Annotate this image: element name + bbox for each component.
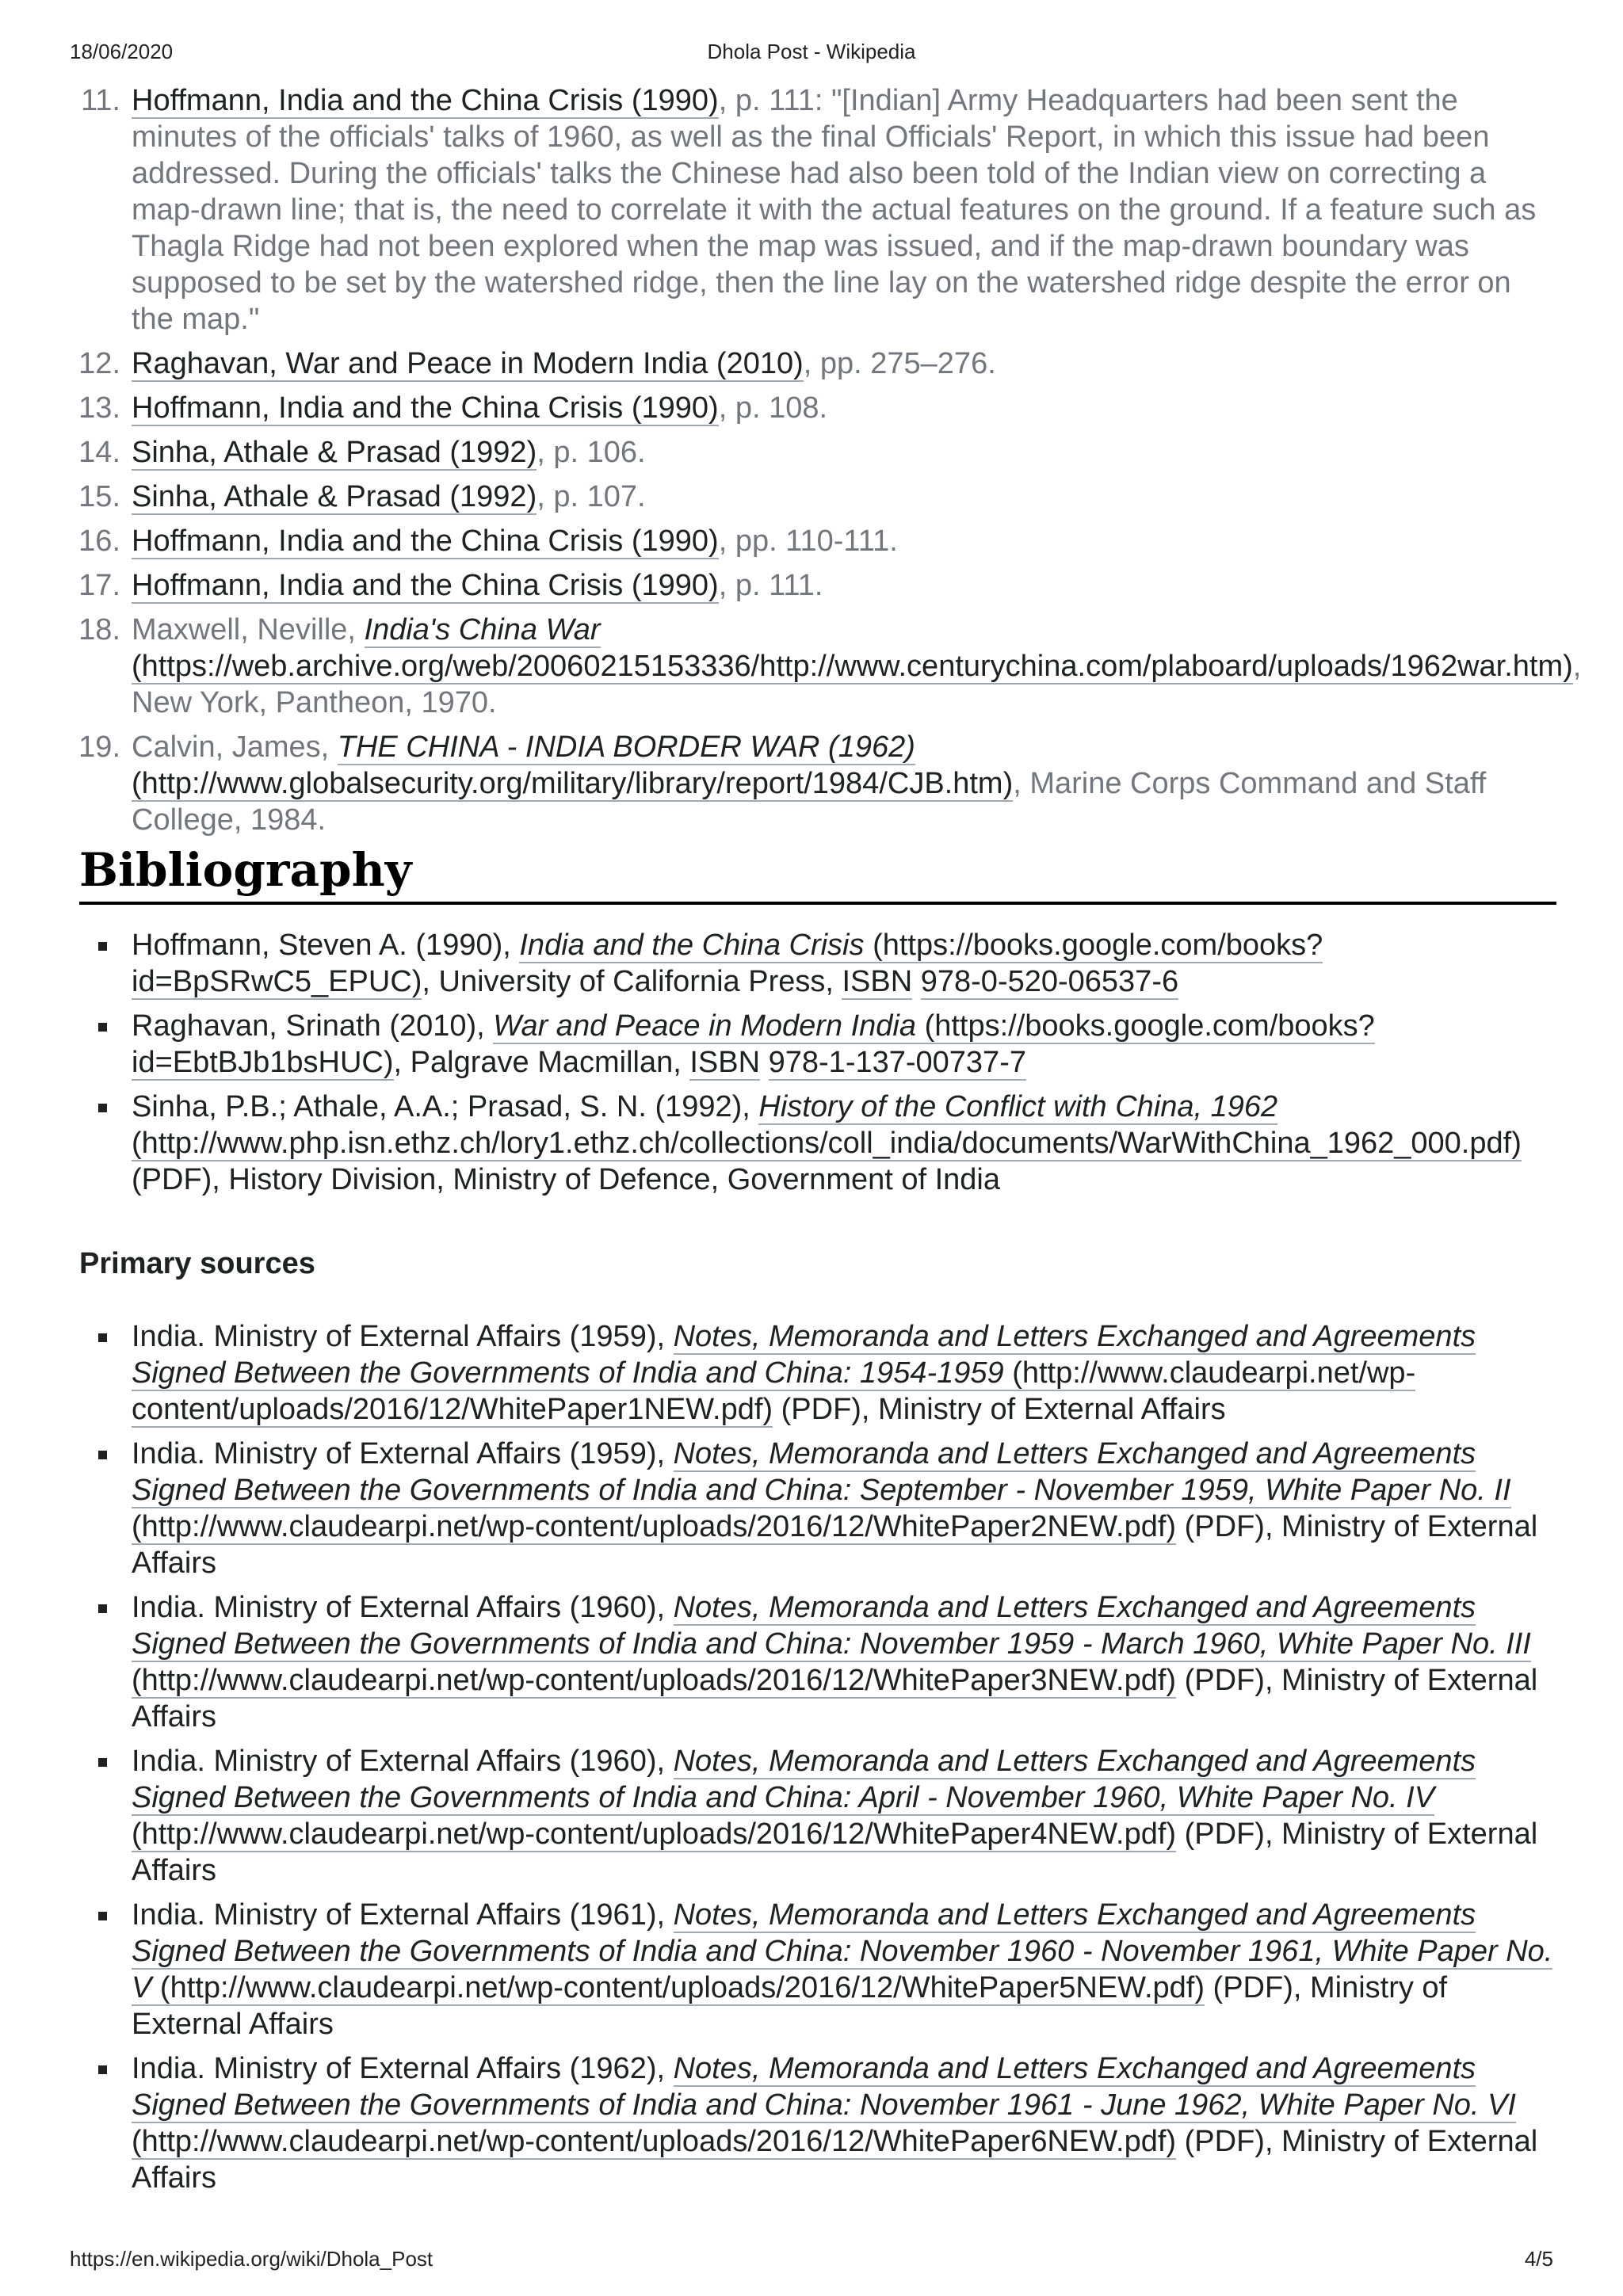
source-title: Notes, Memoranda and Letters Exchanged and Agreements Signed Between the Governments of India and China: November 1959 - March 1960, White Paper No. III	[132, 1591, 1531, 1661]
reference-number: 15.	[78, 480, 120, 513]
bullet-icon	[98, 1604, 107, 1613]
reference-link[interactable]: Hoffmann, India and the China Crisis (1990)	[132, 569, 719, 602]
bullet-icon	[98, 1912, 107, 1920]
source-publisher: (PDF), Ministry of External Affairs	[132, 1510, 1538, 1580]
source-author: India. Ministry of External Affairs (1961),	[132, 1898, 674, 1932]
reference-item	[79, 567, 1556, 604]
bib-publisher: (PDF), History Division, Ministry of Defence, Government of India	[132, 1163, 1001, 1196]
external-url: (http://www.claudearpi.net/wp-content/uploads/2016/12/WhitePaper5NEW.pdf)	[151, 1971, 1205, 2004]
reference-author: Maxwell, Neville,	[132, 613, 365, 646]
bibliography-item	[79, 1089, 1556, 1198]
external-url: (https://books.google.com/books?id=BpSRwC5_EPUC)	[132, 929, 1323, 998]
external-url: (http://www.globalsecurity.org/military/library/report/1984/CJB.htm)	[132, 767, 1014, 800]
reference-link[interactable]: Hoffmann, India and the China Crisis (1990)	[132, 391, 719, 425]
reference-number: 18.	[78, 613, 120, 646]
external-url: (https://web.archive.org/web/20060215153336/http://www.centurychina.com/plaboard/uploads/1962war.htm)	[132, 650, 1573, 683]
external-url: (http://www.claudearpi.net/wp-content/uploads/2016/12/WhitePaper6NEW.pdf)	[132, 2125, 1177, 2158]
reference-item	[79, 345, 1556, 382]
bullet-icon	[98, 1333, 107, 1342]
reference-number: 11.	[80, 84, 120, 117]
reference-item	[79, 523, 1556, 559]
bib-author: Hoffmann, Steven A. (1990),	[132, 929, 520, 962]
isbn-number-link[interactable]: 978-0-520-06537-6	[920, 965, 1179, 998]
bib-author: Sinha, P.B.; Athale, A.A.; Prasad, S. N. (1992),	[132, 1090, 759, 1123]
reference-link[interactable]: Sinha, Athale & Prasad (1992)	[132, 480, 537, 513]
bib-publisher: , Palgrave Macmillan,	[393, 1046, 690, 1079]
reference-number: 19.	[78, 730, 120, 764]
reference-text: , p. 111.	[718, 569, 823, 602]
reference-number: 14.	[78, 436, 120, 469]
isbn-link[interactable]: ISBN	[689, 1046, 761, 1079]
source-title: Notes, Memoranda and Letters Exchanged and Agreements Signed Between the Governments of India and China: April - November 1960, White Paper No. IV	[132, 1745, 1476, 1814]
reference-text: , p. 108.	[718, 391, 828, 425]
references-list	[78, 82, 1582, 838]
external-url: (http://www.claudearpi.net/wp-content/uploads/2016/12/WhitePaper3NEW.pdf)	[132, 1664, 1177, 1697]
bib-title: India and the China Crisis	[519, 929, 865, 962]
source-title: Notes, Memoranda and Letters Exchanged and Agreements Signed Between the Governments of India and China: November 1960 - November 1961, White Paper No. V	[132, 1898, 1553, 2004]
isbn-number-link[interactable]: 978-1-137-00737-7	[768, 1046, 1026, 1079]
bullet-icon	[98, 1104, 107, 1112]
reference-number: 13.	[78, 391, 120, 425]
primary-sources-heading: Primary sources	[79, 1247, 315, 1280]
primary-source-item	[79, 1318, 1556, 1428]
reference-text: , pp. 110-111.	[718, 524, 898, 558]
bullet-icon	[98, 942, 107, 951]
reference-text: , New York, Pantheon, 1970.	[132, 650, 1582, 719]
source-publisher: (PDF), Ministry of External Affairs	[132, 1971, 1448, 2041]
bibliography-item	[79, 927, 1556, 1000]
source-title: Notes, Memoranda and Letters Exchanged and Agreements Signed Between the Governments of India and China: November 1961 - June 1962, White Paper No. VI	[132, 2052, 1516, 2122]
primary-source-item	[79, 1436, 1556, 1581]
external-url: (http://www.php.isn.ethz.ch/lory1.ethz.ch/collections/coll_india/documents/WarWithChina_1962_000.pdf)	[132, 1127, 1522, 1160]
reference-link[interactable]: Hoffmann, India and the China Crisis (1990)	[132, 84, 719, 117]
article-content	[78, 82, 1582, 2195]
reference-number: 12.	[78, 347, 120, 380]
source-publisher: (PDF), Ministry of External Affairs	[132, 1664, 1538, 1733]
primary-source-item	[79, 1897, 1556, 2042]
print-page-number: 4/5	[1524, 2247, 1553, 2271]
bullet-icon	[98, 1451, 107, 1459]
reference-text: , p. 107.	[537, 480, 646, 513]
reference-item	[79, 729, 1556, 838]
bib-author: Raghavan, Srinath (2010),	[132, 1009, 494, 1043]
external-url: (http://www.claudearpi.net/wp-content/uploads/2016/12/WhitePaper1NEW.pdf)	[132, 1356, 1416, 1426]
primary-source-item	[79, 2050, 1556, 2196]
external-url: (http://www.claudearpi.net/wp-content/uploads/2016/12/WhitePaper2NEW.pdf)	[132, 1510, 1177, 1543]
reference-text: , Marine Corps Command and Staff College, 1984.	[132, 767, 1487, 837]
reference-title: India's China War	[364, 613, 601, 646]
source-author: India. Ministry of External Affairs (1959),	[132, 1437, 674, 1470]
print-url: https://en.wikipedia.org/wiki/Dhola_Post	[70, 2247, 433, 2271]
reference-text: , p. 106.	[537, 436, 646, 469]
primary-source-item	[79, 1589, 1556, 1735]
bibliography-item	[79, 1008, 1556, 1081]
source-author: India. Ministry of External Affairs (1960),	[132, 1591, 674, 1624]
reference-link[interactable]: Raghavan, War and Peace in Modern India (2010)	[132, 347, 804, 380]
bibliography-list	[79, 927, 1556, 1206]
reference-number: 16.	[78, 524, 120, 558]
primary-sources-list	[79, 1318, 1556, 2204]
reference-link[interactable]: Hoffmann, India and the China Crisis (1990)	[132, 524, 719, 558]
reference-number: 17.	[78, 569, 120, 602]
print-date: 18/06/2020	[70, 40, 174, 63]
source-publisher: (PDF), Ministry of External Affairs	[773, 1393, 1226, 1426]
source-author: India. Ministry of External Affairs (1959),	[132, 1320, 674, 1353]
bullet-icon	[98, 1758, 107, 1767]
reference-item	[78, 612, 1582, 721]
source-publisher: (PDF), Ministry of External Affairs	[132, 1817, 1538, 1887]
bib-title: War and Peace in Modern India	[493, 1009, 917, 1043]
source-author: India. Ministry of External Affairs (1962),	[132, 2052, 674, 2085]
bib-publisher: , University of California Press,	[422, 965, 842, 998]
reference-title: THE CHINA - INDIA BORDER WAR (1962)	[337, 730, 915, 764]
reference-author: Calvin, James,	[132, 730, 338, 764]
reference-item	[79, 434, 1556, 471]
source-title: Notes, Memoranda and Letters Exchanged and Agreements Signed Between the Governments of India and China: September - November 1959, White Paper No. II	[132, 1437, 1511, 1507]
bullet-icon	[98, 2065, 107, 2074]
source-author: India. Ministry of External Affairs (1960),	[132, 1745, 674, 1778]
reference-link[interactable]: Sinha, Athale & Prasad (1992)	[132, 436, 537, 469]
reference-text: , pp. 275–276.	[803, 347, 996, 380]
bib-title: History of the Conflict with China, 1962	[758, 1090, 1278, 1123]
bibliography-heading: Bibliography	[79, 843, 1556, 905]
reference-item	[79, 390, 1556, 426]
external-url: (https://books.google.com/books?id=EbtBJb1bsHUC)	[132, 1009, 1375, 1079]
bullet-icon	[98, 1023, 107, 1032]
isbn-link[interactable]: ISBN	[842, 965, 913, 998]
external-url: (http://www.claudearpi.net/wp-content/uploads/2016/12/WhitePaper4NEW.pdf)	[132, 1817, 1177, 1851]
source-title: Notes, Memoranda and Letters Exchanged and Agreements Signed Between the Governments of India and China: 1954-1959	[132, 1320, 1476, 1390]
reference-item	[79, 479, 1556, 515]
reference-item	[79, 82, 1556, 338]
reference-text: , p. 111: "[Indian] Army Headquarters had been sent the minutes of the officials' talks of 1960, as well as the final Officials' Report, in which this issue had been addressed. During the officials' talks the Chinese had also been told of the Indian view on correcting a map-drawn line; that is, the need to correlate it with the actual features on the ground. If a feature such as Thagla Ridge had not been explored when the map was issued, and if the map-drawn boundary was supposed to be set by the watershed ridge, then the line lay on the watershed ridge despite the error on the map."	[132, 84, 1537, 336]
source-publisher: (PDF), Ministry of External Affairs	[132, 2125, 1538, 2195]
primary-source-item	[79, 1743, 1556, 1889]
print-page-title: Dhola Post - Wikipedia	[707, 40, 916, 63]
